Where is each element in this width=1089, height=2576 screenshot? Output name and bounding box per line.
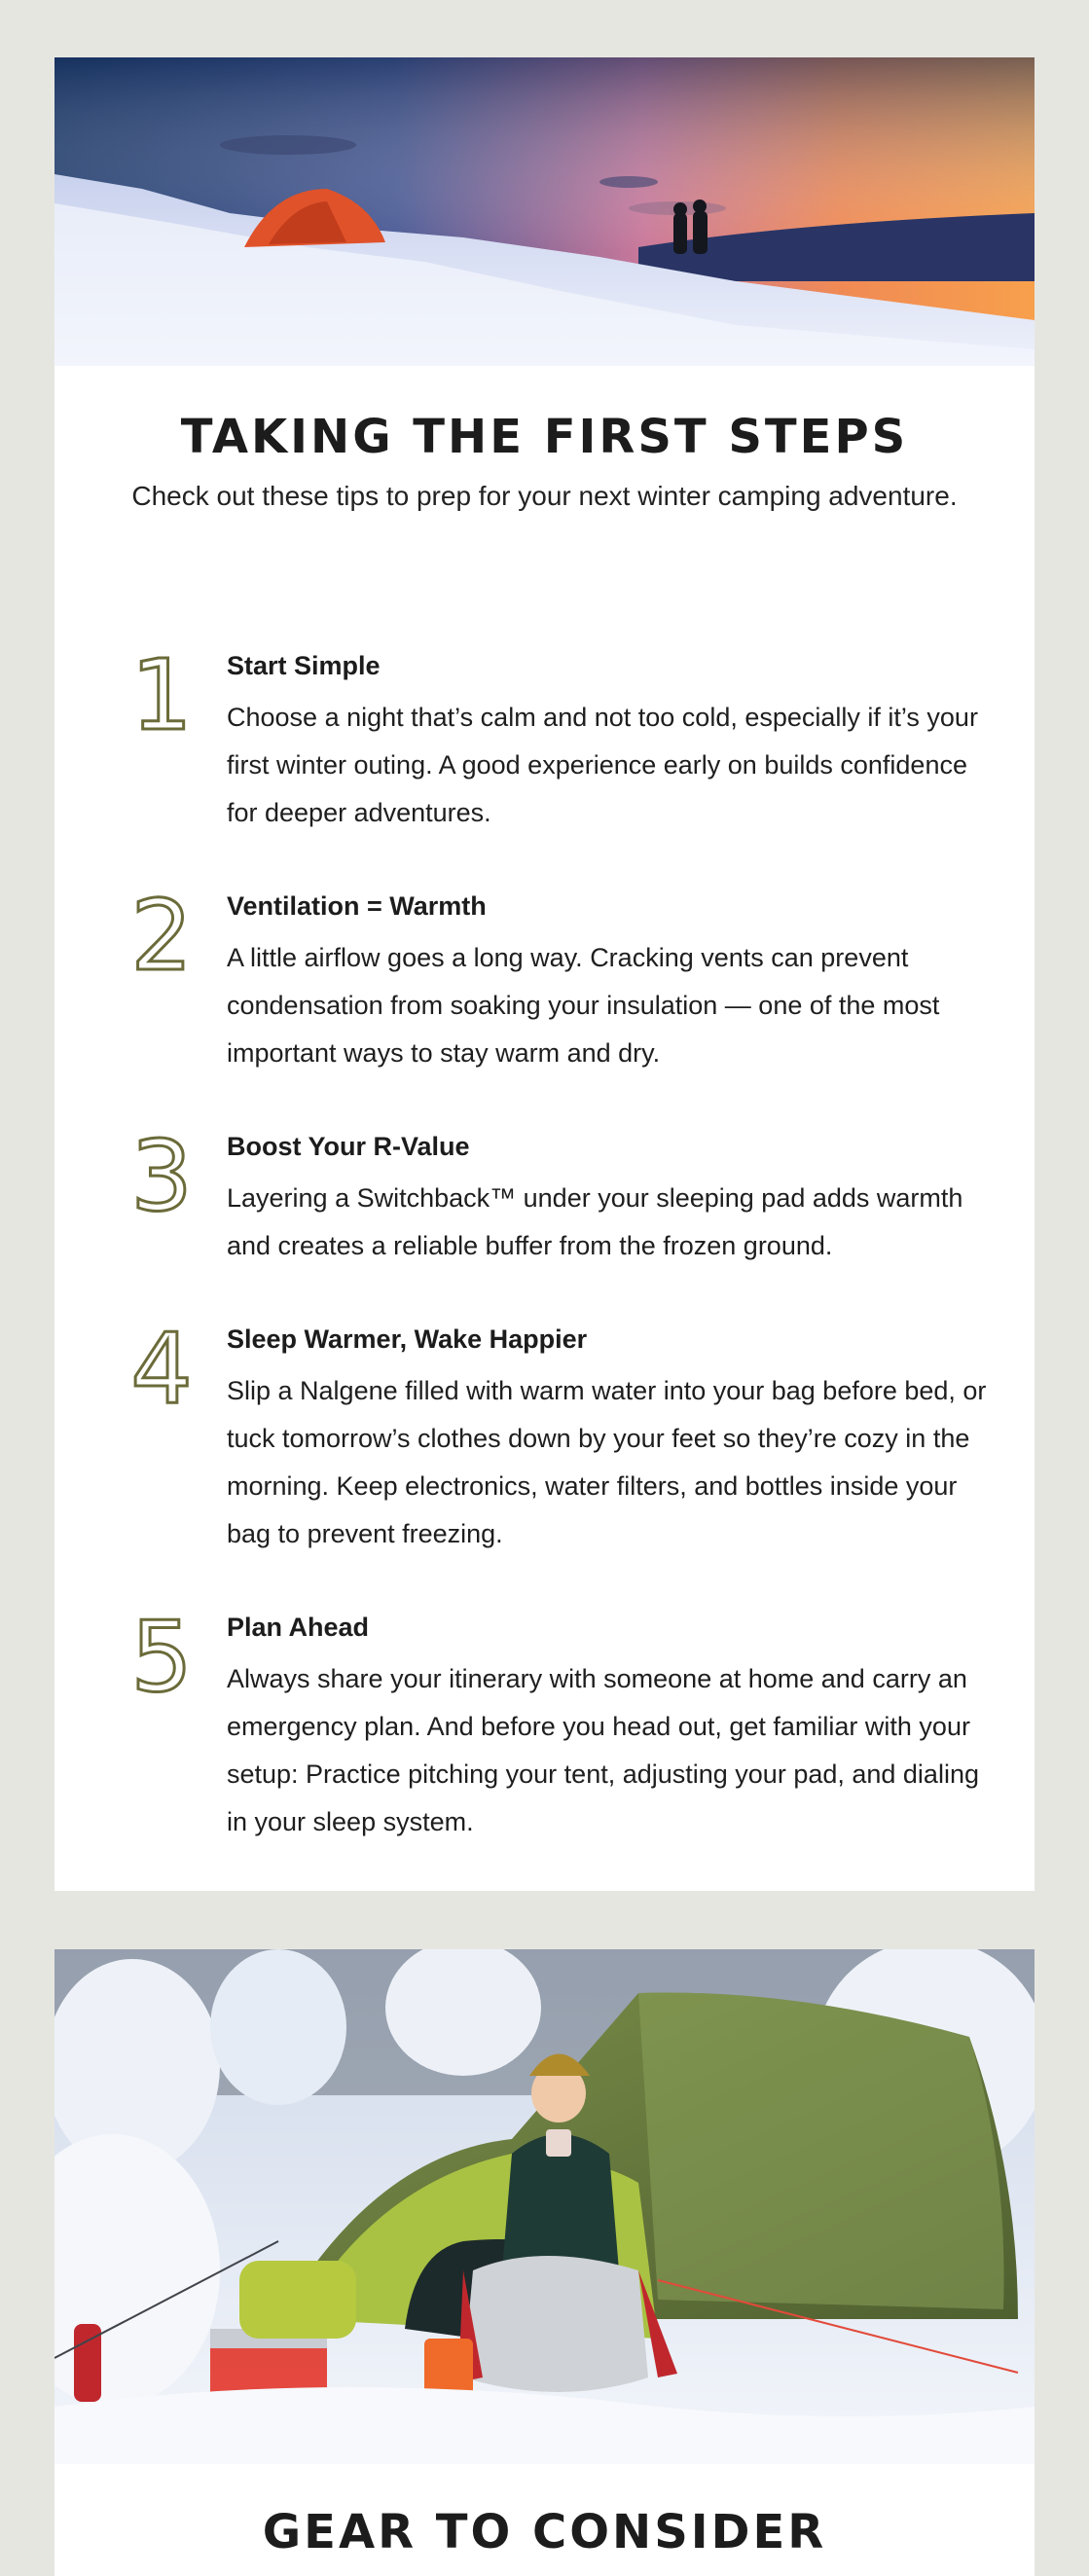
tip-heading: Ventilation = Warmth	[227, 891, 487, 921]
tip-body: Choose a night that’s calm and not too cold, especially if it’s your first winter outing. A good experience early on builds confidence for deeper adventures.	[227, 703, 978, 827]
tip-body: A little airflow goes a long way. Cracking vents can prevent condensation from soaking your insulation — one of the most important ways to stay warm and dry.	[227, 943, 940, 1068]
hero-image-sunset-snow-camp	[54, 57, 1035, 366]
winter-tent-camper-illustration	[54, 1949, 1035, 2464]
section-title: TAKING THE FIRST STEPS	[180, 410, 909, 464]
tip-number: 3	[130, 1119, 193, 1233]
tip-heading: Sleep Warmer, Wake Happier	[227, 1324, 588, 1354]
sunset-snow-camp-illustration	[54, 57, 1035, 366]
section-title: GEAR TO CONSIDER	[262, 2505, 827, 2559]
tip-body: Always share your itinerary with someone at home and carry an emergency plan. And before you head out, get familiar with your setup: Practice pitching your tent, adjusting your pad, and dialing in your sleep system.	[227, 1664, 979, 1836]
section-subtitle: Check out these tips to prep for your next winter camping adventure.	[131, 481, 958, 511]
tip-number: 4	[130, 1312, 193, 1426]
tip-number: 2	[130, 879, 193, 993]
tip-body: Slip a Nalgene filled with warm water into your bag before bed, or tuck tomorrow’s clothes down by your feet so they’re cozy in the morning. Keep electronics, water filters, and bottles inside your bag to prevent freezing.	[227, 1376, 987, 1548]
tip-heading: Boost Your R-Value	[227, 1132, 470, 1161]
tip-number: 1	[130, 638, 193, 752]
tip-heading: Start Simple	[227, 651, 381, 680]
tip-number: 5	[130, 1600, 193, 1714]
hero-image-winter-tent	[54, 1949, 1035, 2464]
gear-card	[54, 1949, 1035, 2576]
tip-heading: Plan Ahead	[227, 1613, 370, 1642]
tips-card	[54, 57, 1035, 1891]
tip-body: Layering a Switchback™ under your sleeping pad adds warmth and creates a reliable buffer from the frozen ground.	[227, 1183, 963, 1260]
